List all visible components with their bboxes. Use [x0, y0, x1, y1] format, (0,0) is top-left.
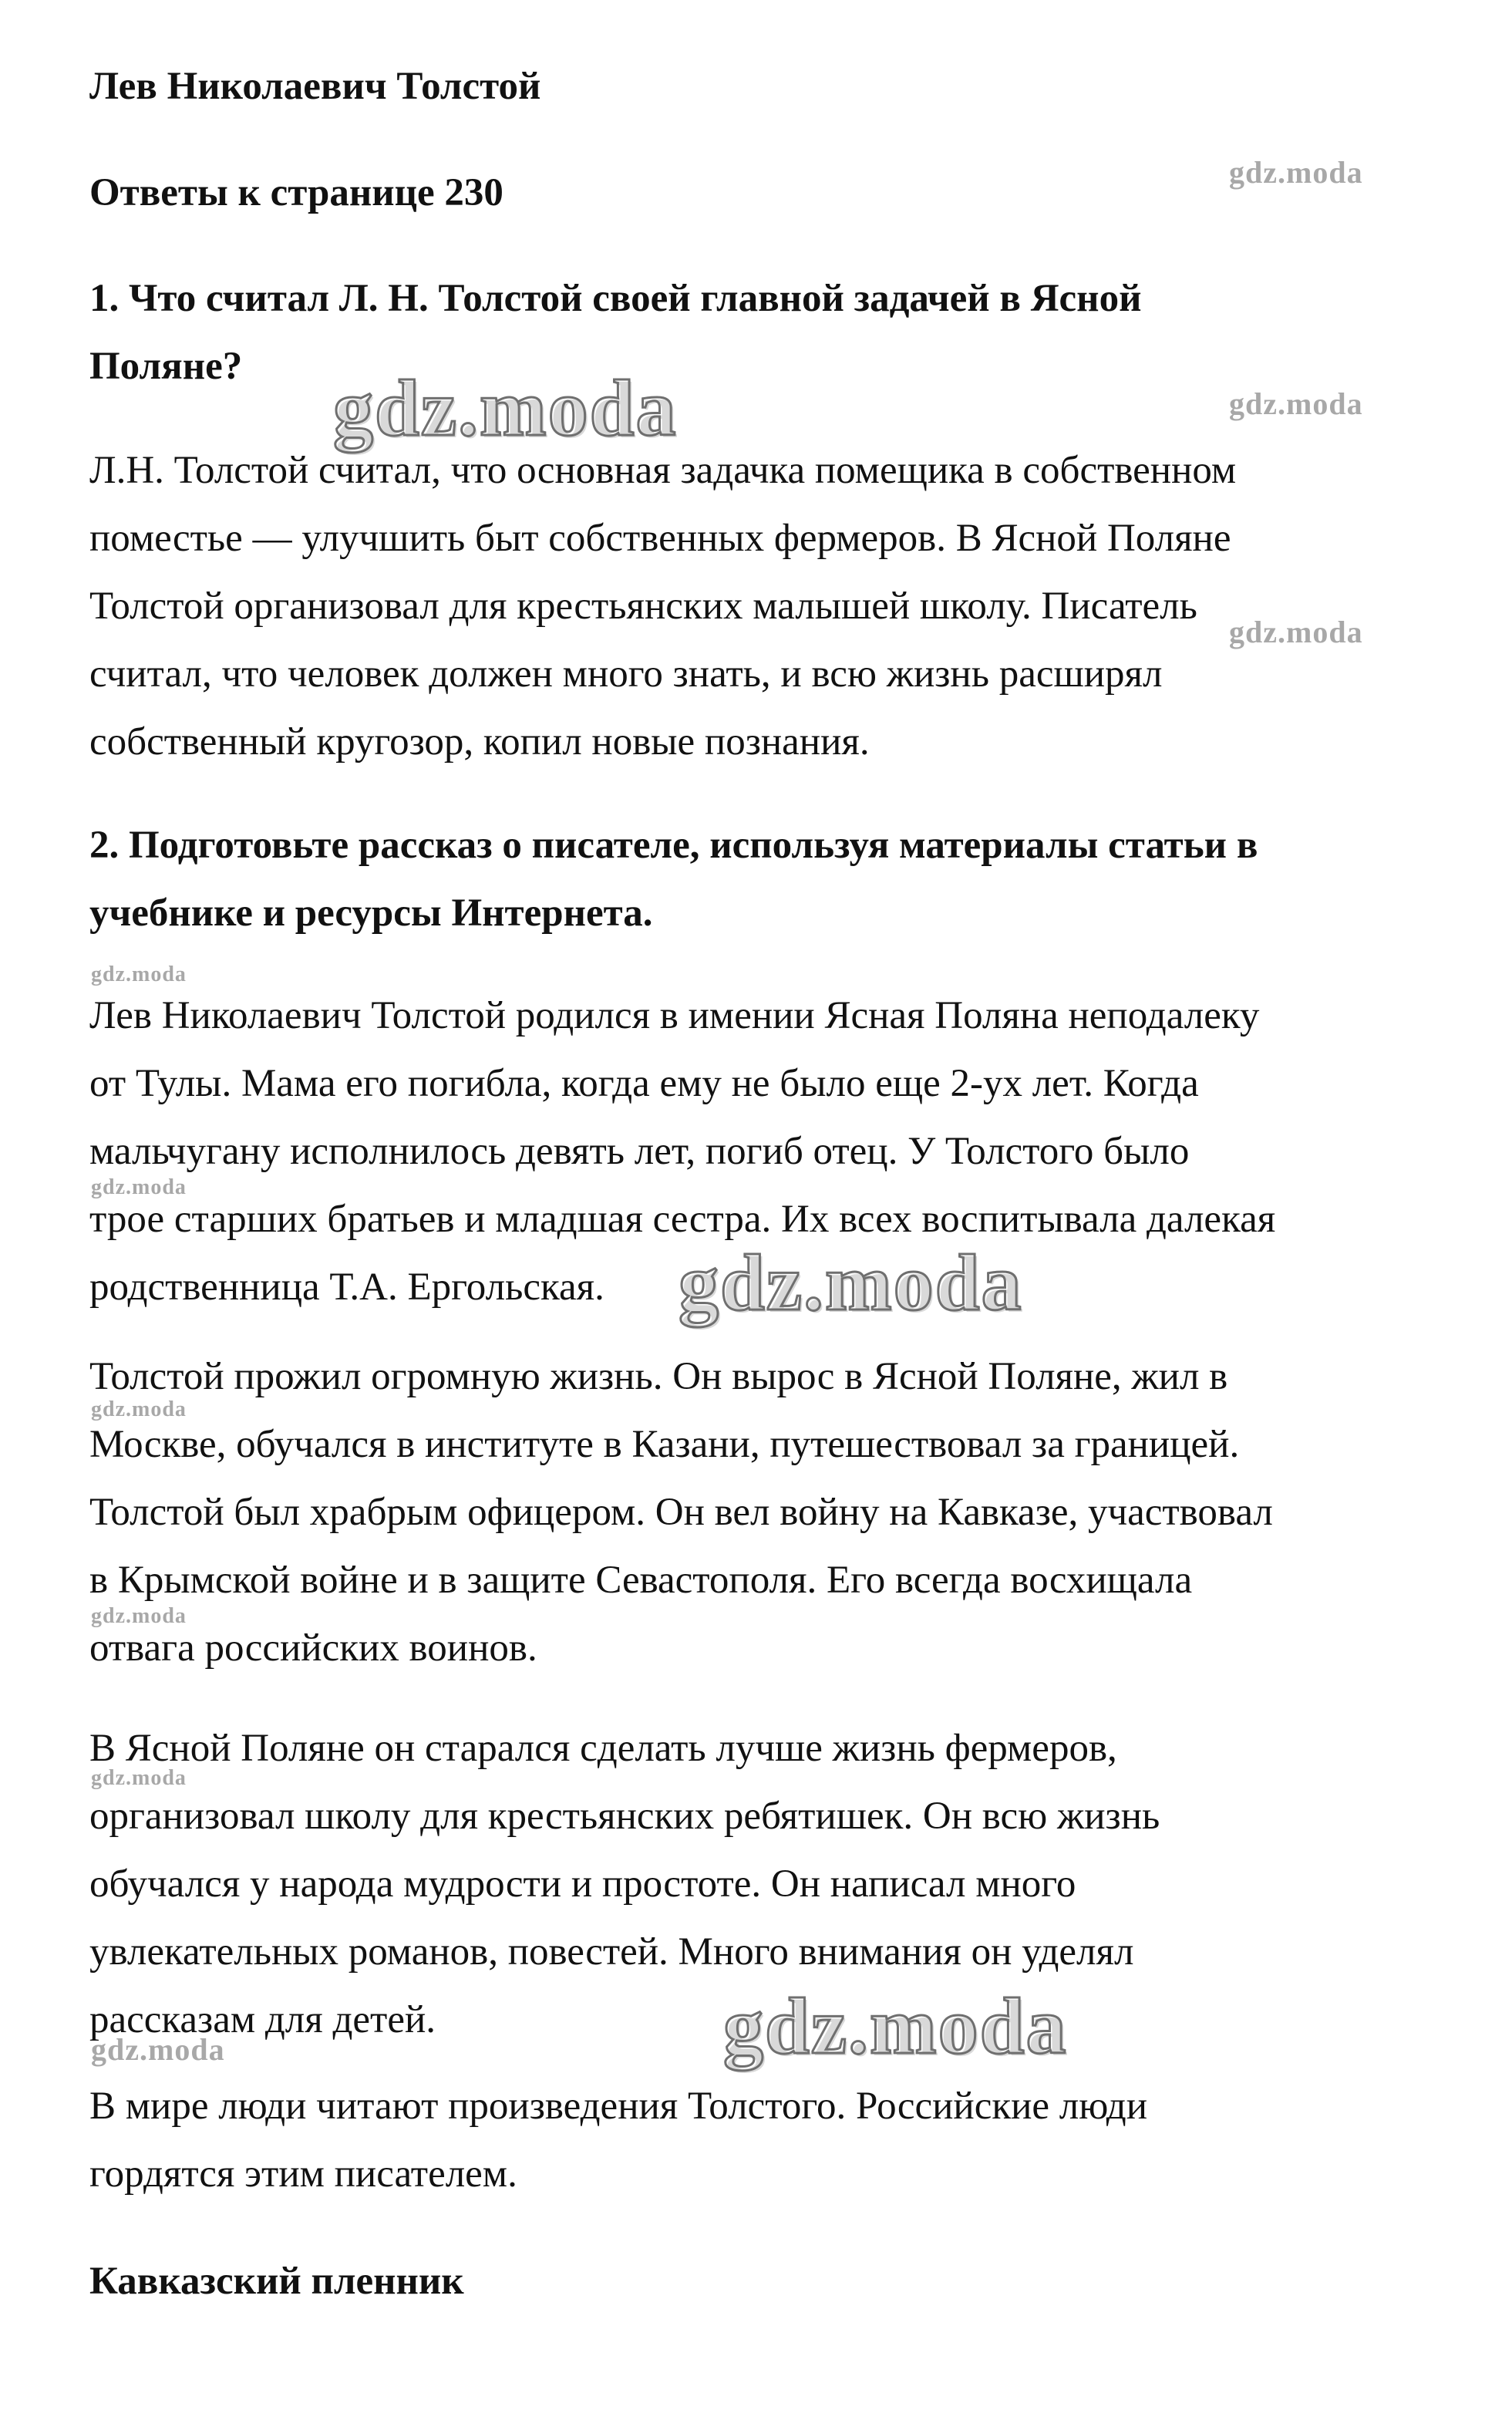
watermark: gdz.moda: [1229, 155, 1363, 190]
document-title: Лев Николаевич Толстой: [89, 65, 541, 108]
answer-2-paragraph-4: [89, 2072, 1470, 2208]
answer-2-line: В Ясной Поляне он старался сделать лучше жизнь фермеров,: [89, 1727, 1117, 1770]
watermark: gdz.moda: [91, 962, 187, 986]
watermark: gdz.moda: [723, 1982, 1068, 2071]
answer-2-line: Толстой был храбрым офицером. Он вел войну на Кавказе, участвовал: [89, 1491, 1273, 1534]
page-answers-heading: Ответы к странице 230: [89, 171, 503, 214]
answer-2-line: в Крымской войне и в защите Севастополя. Его всегда восхищала: [89, 1559, 1193, 1602]
watermark: gdz.moda: [1229, 386, 1363, 421]
question-2-line: 2. Подготовьте рассказ о писателе, используя материалы статьи в: [89, 824, 1258, 867]
answer-1-line: Л.Н. Толстой считал, что основная задачка помещика в собственном: [89, 449, 1237, 492]
watermark: gdz.moda: [333, 364, 678, 453]
answer-2-line: увлекательных романов, повестей. Много внимания он уделял: [89, 1930, 1134, 1974]
watermark: gdz.moda: [91, 1397, 187, 1421]
watermark: gdz.moda: [91, 2032, 225, 2067]
question-2-heading: [89, 811, 1462, 947]
answer-2-paragraph-3: [89, 1714, 1470, 2054]
answer-2-line: обучался у народа мудрости и простоте. Он написал много: [89, 1862, 1076, 1906]
answer-2-paragraph-2: [89, 1343, 1470, 1682]
answer-2-line: организовал школу для крестьянских ребятишек. Он всю жизнь: [89, 1795, 1160, 1838]
answer-1-paragraph: [89, 437, 1470, 776]
question-1-line: Поляне?: [89, 345, 243, 388]
next-section-heading: Кавказский пленник: [89, 2260, 464, 2303]
watermark: gdz.moda: [679, 1239, 1023, 1327]
watermark: gdz.moda: [1229, 615, 1363, 649]
answer-1-line: собственный кругозор, копил новые познания.: [89, 720, 870, 763]
answer-2-line: от Тулы. Мама его погибла, когда ему не было еще 2-ух лет. Когда: [89, 1062, 1199, 1105]
answer-2-line: трое старших братьев и младшая сестра. Их всех воспитывала далекая: [89, 1198, 1276, 1241]
question-2-line: учебнике и ресурсы Интернета.: [89, 892, 653, 935]
answer-2-line: отвага российских воинов.: [89, 1626, 537, 1670]
answer-2-line: гордятся этим писателем.: [89, 2152, 517, 2196]
answer-2-paragraph-1: [89, 982, 1470, 1321]
answer-2-line: мальчугану исполнилось девять лет, погиб отец. У Толстого было: [89, 1130, 1190, 1173]
question-1-line: 1. Что считал Л. Н. Толстой своей главной задачей в Ясной: [89, 277, 1142, 320]
answer-2-line: родственница Т.А. Ергольская.: [89, 1266, 604, 1309]
watermark: gdz.moda: [91, 1604, 187, 1628]
watermark: gdz.moda: [91, 1766, 187, 1790]
answer-1-line: Толстой организовал для крестьянских малышей школу. Писатель: [89, 585, 1197, 628]
answer-2-line: Лев Николаевич Толстой родился в имении Ясная Поляна неподалеку: [89, 994, 1260, 1037]
watermark: gdz.moda: [91, 1175, 187, 1199]
question-1-heading: [89, 265, 1462, 400]
answer-2-line: Толстой прожил огромную жизнь. Он вырос в Ясной Поляне, жил в: [89, 1355, 1228, 1398]
answer-2-line: Москве, обучался в институте в Казани, путешествовал за границей.: [89, 1423, 1240, 1466]
answer-2-line: В мире люди читают произведения Толстого. Российские люди: [89, 2085, 1147, 2128]
answer-2-line: рассказам для детей.: [89, 1998, 436, 2041]
answer-1-line: считал, что человек должен много знать, и всю жизнь расширял: [89, 652, 1163, 696]
answer-1-line: поместье — улучшить быт собственных фермеров. В Ясной Поляне: [89, 517, 1231, 560]
